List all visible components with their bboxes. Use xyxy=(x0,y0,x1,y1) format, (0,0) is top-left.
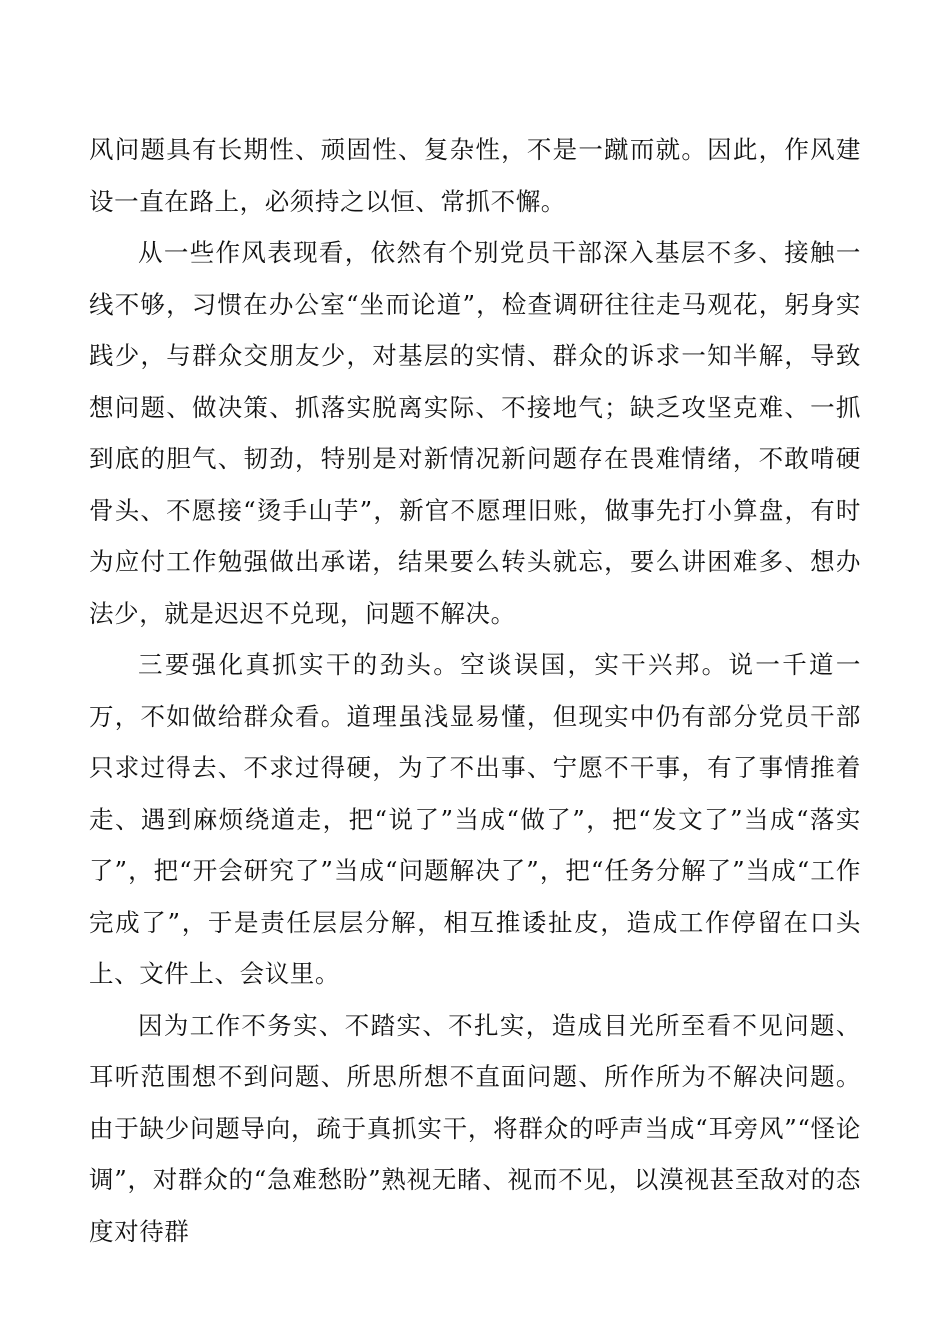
paragraph-1: 风问题具有长期性、顽固性、复杂性，不是一蹴而就。因此，作风建设一直在路上，必须持之以恒、常抓不懈。 xyxy=(89,135,861,216)
document-body xyxy=(89,124,861,1257)
paragraph-2: 从一些作风表现看，依然有个别党员干部深入基层不多、接触一线不够，习惯在办公室“坐而论道”，检查调研往往走马观花，躬身实践少，与群众交朋友少，对基层的实情、群众的诉求一知半解，导致想问题、做决策、抓落实脱离实际、不接地气；缺乏攻坚克难、一抓到底的胆气、韧劲，特别是对新情况新问题存在畏难情绪，不敢啃硬骨头、不愿接“烫手山芋”，新官不愿理旧账，做事先打小算盘，有时为应付工作勉强做出承诺，结果要么转头就忘，要么讲困难多、想办法少，就是迟迟不兑现，问题不解决。 xyxy=(89,238,861,628)
paragraph-3: 三要强化真抓实干的劲头。空谈误国，实干兴邦。说一千道一万，不如做给群众看。道理虽浅显易懂，但现实中仍有部分党员干部只求过得去、不求过得硬，为了不出事、宁愿不干事，有了事情推着走、遇到麻烦绕道走，把“说了”当成“做了”，把“发文了”当成“落实了”，把“开会研究了”当成“问题解决了”，把“任务分解了”当成“工作完成了”，于是责任层层分解，相互推诿扯皮，造成工作停留在口头上、文件上、会议里。 xyxy=(89,650,861,988)
paragraph-4: 因为工作不务实、不踏实、不扎实，造成目光所至看不见问题、耳听范围想不到问题、所思所想不直面问题、所作所为不解决问题。由于缺少问题导向，疏于真抓实干，将群众的呼声当成“耳旁风”“怪论调”，对群众的“急难愁盼”熟视无睹、视而不见，以漠视甚至敌对的态度对待群 xyxy=(89,1010,861,1246)
